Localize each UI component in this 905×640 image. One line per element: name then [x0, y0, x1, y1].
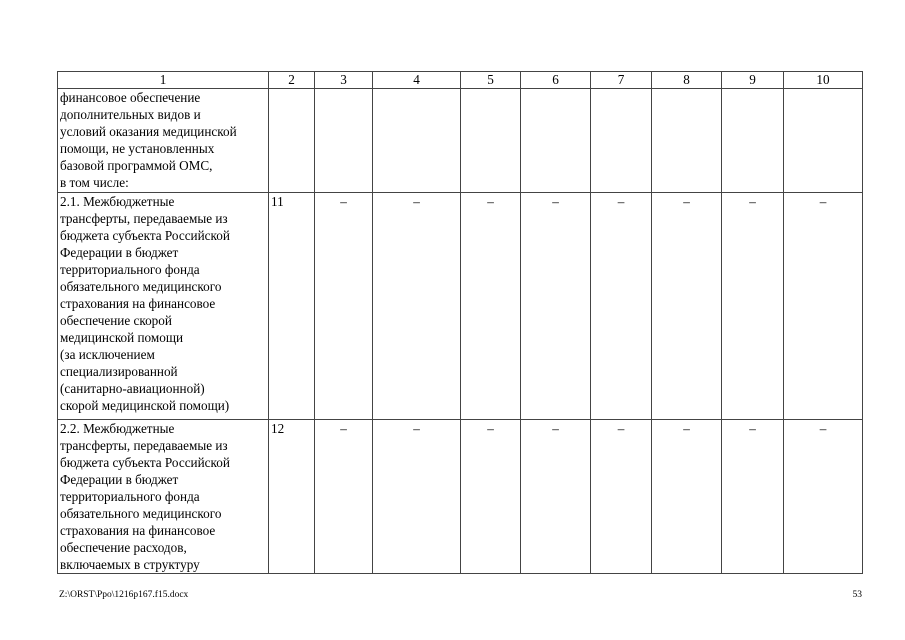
row-value-cell: – [722, 193, 784, 420]
row-value-cell [722, 89, 784, 193]
header-cell-5: 5 [461, 72, 521, 89]
header-cell-9: 9 [722, 72, 784, 89]
row-value-cell: – [521, 193, 591, 420]
row-line-number [269, 89, 315, 193]
row-value-cell: – [315, 420, 373, 574]
row-value-cell: – [591, 193, 652, 420]
row-value-cell: – [373, 193, 461, 420]
row-value-cell [591, 89, 652, 193]
row-value-cell: – [652, 420, 722, 574]
row-value-cell: – [461, 193, 521, 420]
header-cell-6: 6 [521, 72, 591, 89]
row-value-cell: – [521, 420, 591, 574]
row-value-cell: – [784, 420, 863, 574]
row-value-cell: – [591, 420, 652, 574]
data-table [57, 71, 863, 574]
table-row [58, 89, 863, 193]
footer-file-path: Z:\ORST\Ppo\1216p167.f15.docx [59, 590, 189, 600]
header-cell-7: 7 [591, 72, 652, 89]
row-value-cell: – [373, 420, 461, 574]
row-value-cell [521, 89, 591, 193]
row-value-cell: – [652, 193, 722, 420]
row-value-cell: – [461, 420, 521, 574]
footer-page-number: 53 [852, 590, 862, 600]
header-cell-1: 1 [58, 72, 269, 89]
table-row [58, 420, 863, 574]
row-value-cell: – [315, 193, 373, 420]
header-cell-2: 2 [269, 72, 315, 89]
header-cell-3: 3 [315, 72, 373, 89]
row-description: 2.1. Межбюджетные трансферты, передаваемые из бюджета субъекта Российской Федерации в бюджет территориального фонда обязательного медицинского страхования на финансовое обеспечение скорой медицинской помощи (за исключением специализированной (санитарно-авиационной) скорой медицинской помощи) [58, 193, 269, 420]
row-value-cell [784, 89, 863, 193]
row-description: 2.2. Межбюджетные трансферты, передаваемые из бюджета субъекта Российской Федерации в бюджет территориального фонда обязательного медицинского страхования на финансовое обеспечение расходов, включаемых в структуру [58, 420, 269, 574]
row-value-cell: – [784, 193, 863, 420]
row-value-cell [315, 89, 373, 193]
table-header-row [58, 72, 863, 89]
row-value-cell [461, 89, 521, 193]
header-cell-4: 4 [373, 72, 461, 89]
header-cell-8: 8 [652, 72, 722, 89]
header-cell-10: 10 [784, 72, 863, 89]
table-row [58, 193, 863, 420]
row-value-cell: – [722, 420, 784, 574]
row-line-number: 11 [269, 193, 315, 420]
row-value-cell [652, 89, 722, 193]
row-value-cell [373, 89, 461, 193]
row-line-number: 12 [269, 420, 315, 574]
row-description: финансовое обеспечение дополнительных видов и условий оказания медицинской помощи, не установленных базовой программой ОМС, в том числе: [58, 89, 269, 193]
